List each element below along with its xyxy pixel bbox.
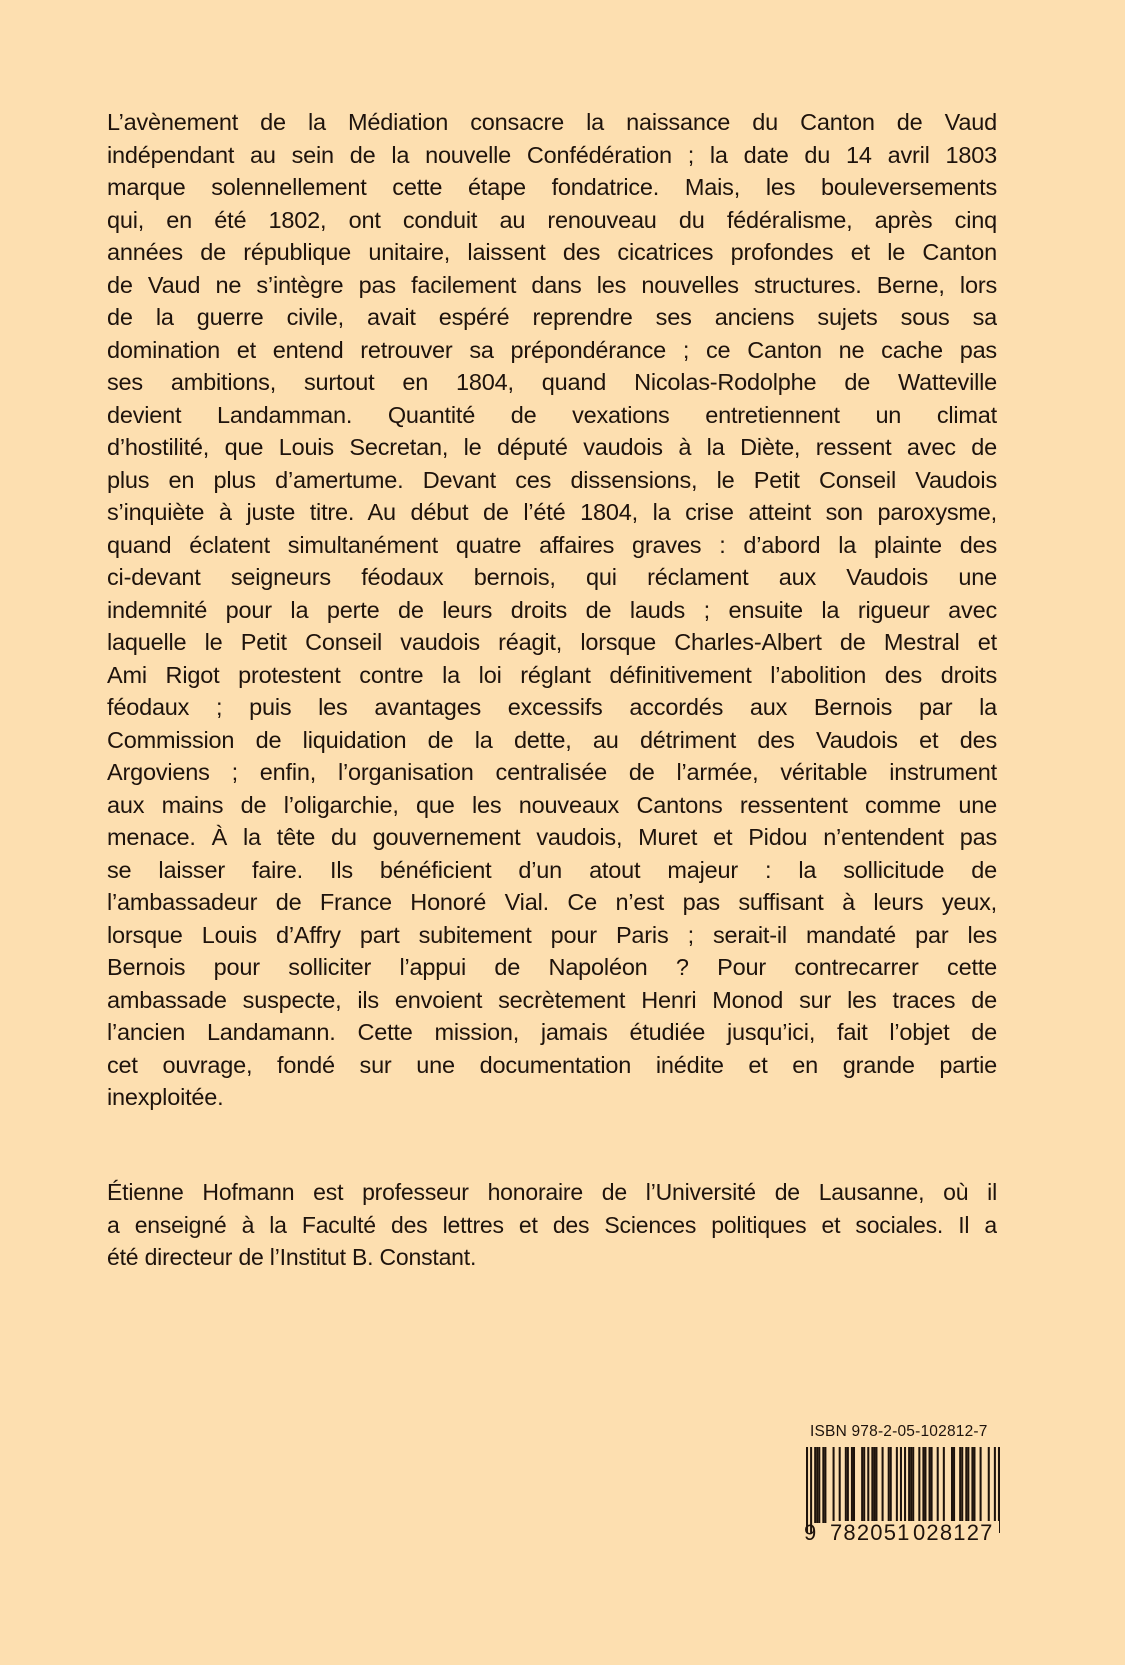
isbn-barcode xyxy=(806,1423,1000,1548)
text-line: cet ouvrage, fondé sur une documentation inédite et en grande partie xyxy=(107,1051,997,1078)
ean-left-digits: 782051 xyxy=(830,1520,911,1545)
text-line: plus en plus d’amertume. Devant ces dissensions, le Petit Conseil Vaudois xyxy=(107,466,997,493)
text-line: inexploitée. xyxy=(107,1084,224,1110)
text-line: L’avènement de la Médiation consacre la naissance du Canton de Vaud xyxy=(107,109,997,135)
text-line: années de république unitaire, laissent des cicatrices profondes et le Canton xyxy=(107,239,997,265)
text-line: d’hostilité, que Louis Secretan, le député vaudois à la Diète, ressent avec de xyxy=(107,434,997,460)
text-line: ambassade suspecte, ils envoient secrètement Henri Monod sur les traces de xyxy=(107,986,997,1013)
text-line: l’ambassadeur de France Honoré Vial. Ce n’est pas suffisant à leurs yeux, xyxy=(107,889,997,915)
text-line: Argoviens ; enfin, l’organisation centralisée de l’armée, véritable instrument xyxy=(107,759,997,785)
ean-right-digits: 028127 xyxy=(911,1521,999,1545)
text-line: féodaux ; puis les avantages excessifs accordés aux Bernois par la xyxy=(107,694,997,720)
text-line: été directeur de l’Institut B. Constant. xyxy=(107,1244,477,1270)
ean-first-digit: 9 xyxy=(804,1520,817,1545)
text-line: indépendant au sein de la nouvelle Confédération ; la date du 14 avril 1803 xyxy=(107,141,997,168)
text-line: Commission de liquidation de la dette, au détriment des Vaudois et des xyxy=(107,726,997,753)
text-line: laquelle le Petit Conseil vaudois réagit, lorsque Charles-Albert de Mestral et xyxy=(107,629,997,655)
text-line: domination et entend retrouver sa prépondérance ; ce Canton ne cache pas xyxy=(107,336,997,363)
text-line: Ami Rigot protestent contre la loi réglant définitivement l’abolition des droits xyxy=(107,661,997,688)
text-line: ci-devant seigneurs féodaux bernois, qui réclament aux Vaudois une xyxy=(107,564,997,590)
text-line: de Vaud ne s’intègre pas facilement dans les nouvelles structures. Berne, lors xyxy=(107,271,997,298)
text-line: quand éclatent simultanément quatre affaires graves : d’abord la plainte des xyxy=(107,531,997,558)
text-line: qui, en été 1802, ont conduit au renouveau du fédéralisme, après cinq xyxy=(107,206,997,233)
text-line: se laisser faire. Ils bénéficient d’un atout majeur : la sollicitude de xyxy=(107,856,997,883)
text-line: a enseigné à la Faculté des lettres et des Sciences politiques et sociales. Il a xyxy=(107,1211,997,1238)
text-line: Bernois pour solliciter l’appui de Napoléon ? Pour contrecarrer cette xyxy=(107,954,997,980)
text-line: ses ambitions, surtout en 1804, quand Nicolas-Rodolphe de Watteville xyxy=(107,369,997,395)
text-line: devient Landamman. Quantité de vexations entretiennent un climat xyxy=(107,401,997,428)
isbn-label: ISBN 978-2-05-102812-7 xyxy=(810,1423,988,1440)
summary-paragraph xyxy=(107,106,997,1114)
text-line: lorsque Louis d’Affry part subitement pour Paris ; serait-il mandaté par les xyxy=(107,921,997,948)
text-line: Étienne Hofmann est professeur honoraire de l’Université de Lausanne, où il xyxy=(107,1179,997,1205)
text-line: s’inquiète à juste titre. Au début de l’été 1804, la crise atteint son paroxysme, xyxy=(107,499,997,525)
text-line: menace. À la tête du gouvernement vaudois, Muret et Pidou n’entendent pas xyxy=(107,824,997,850)
text-line: de la guerre civile, avait espéré reprendre ses anciens sujets sous sa xyxy=(107,304,997,330)
text-line: marque solennellement cette étape fondatrice. Mais, les bouleversements xyxy=(107,174,997,200)
text-line: aux mains de l’oligarchie, que les nouveaux Cantons ressentent comme une xyxy=(107,791,997,818)
author-bio-paragraph xyxy=(107,1176,997,1274)
text-line: indemnité pour la perte de leurs droits de lauds ; ensuite la rigueur avec xyxy=(107,596,997,623)
text-line: l’ancien Landamann. Cette mission, jamais étudiée jusqu’ici, fait l’objet de xyxy=(107,1019,997,1045)
